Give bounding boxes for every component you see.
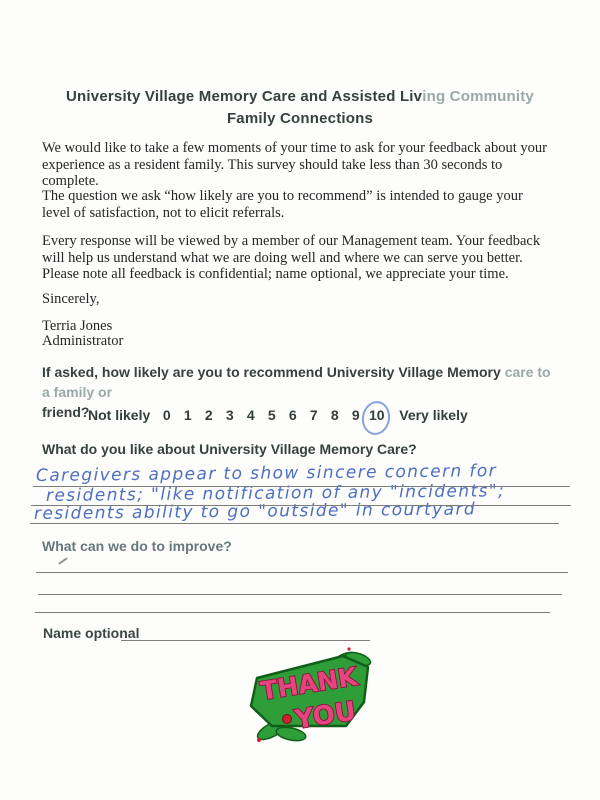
- rating-option-4[interactable]: 4: [246, 407, 255, 423]
- signature-name: Terria Jones: [42, 318, 113, 334]
- page-title-faded: ing Community: [422, 88, 534, 105]
- rating-scale: [88, 407, 468, 423]
- berry-dot-bottom: [257, 738, 261, 742]
- rating-option-0[interactable]: 0: [162, 407, 171, 423]
- recommend-question-faded: care to a family or: [42, 364, 551, 400]
- page-subtitle: Family Connections: [226, 110, 374, 127]
- like-answer-rule-1[interactable]: [33, 486, 570, 487]
- recommend-question-line2: friend?: [42, 404, 90, 420]
- you-word: YOU: [293, 696, 359, 736]
- handwritten-answer-line-2: residents; "like notification of any "incidents";: [45, 481, 506, 506]
- rating-option-9[interactable]: 9: [351, 407, 360, 423]
- like-question-label: What do you like about University Village Memory Care?: [42, 441, 417, 457]
- handwritten-answer-line-1: Caregivers appear to show sincere concern for: [35, 461, 498, 486]
- berry-bottom: [283, 715, 292, 724]
- signature-title: Administrator: [42, 333, 124, 349]
- rating-option-7[interactable]: 7: [309, 407, 318, 423]
- page-title-main: University Village Memory Care and Assisted Liv: [66, 88, 423, 105]
- improve-question-label: What can we do to improve?: [42, 538, 232, 554]
- rating-option-10-label: 10: [368, 407, 385, 423]
- improve-answer-rule-2[interactable]: [38, 594, 562, 595]
- rating-option-1[interactable]: 1: [183, 407, 192, 423]
- intro-paragraph-3: Every response will be viewed by a member of our Management team. Your feedback will help us understand what we are doing well and where we can serve you better. Please note all feedback is confidential; name optional, we appreciate your time.: [42, 233, 541, 282]
- like-answer-rule-2[interactable]: [31, 505, 571, 506]
- intro-paragraph-1: We would like to take a few moments of your time to ask for your feedback about your experience as a resident family. This survey should take less than 30 seconds to complete.: [42, 140, 547, 189]
- name-field-line[interactable]: [121, 640, 370, 641]
- scale-label-very-likely: Very likely: [399, 407, 468, 423]
- rating-option-3[interactable]: 3: [225, 407, 234, 423]
- rating-option-5[interactable]: 5: [267, 407, 276, 423]
- improve-answer-rule-1[interactable]: [36, 572, 568, 573]
- recommend-question-main: If asked, how likely are you to recommend University Village Memory: [42, 364, 505, 380]
- rating-option-10-selected[interactable]: [366, 407, 387, 423]
- closing-text: Sincerely,: [42, 291, 100, 307]
- pen-tick-mark: [58, 557, 67, 564]
- rating-option-8[interactable]: 8: [330, 407, 339, 423]
- handwritten-answer-line-3: residents ability to go "outside" in courtyard: [33, 499, 477, 524]
- intro-paragraph-2: The question we ask “how likely are you to recommend” is intended to gauge your level of satisfaction, not to elicit referrals.: [42, 188, 523, 221]
- thank-word: THANK: [258, 661, 360, 706]
- thank-you-graphic: [245, 646, 380, 746]
- berry-dot-top: [347, 647, 350, 650]
- scale-label-not-likely: Not likely: [88, 407, 151, 423]
- name-optional-label: Name optional: [43, 625, 140, 641]
- rating-option-6[interactable]: 6: [288, 407, 297, 423]
- improve-answer-rule-3[interactable]: [35, 612, 550, 613]
- like-answer-rule-3[interactable]: [30, 523, 559, 524]
- page-title: [0, 88, 600, 105]
- rating-option-2[interactable]: 2: [204, 407, 213, 423]
